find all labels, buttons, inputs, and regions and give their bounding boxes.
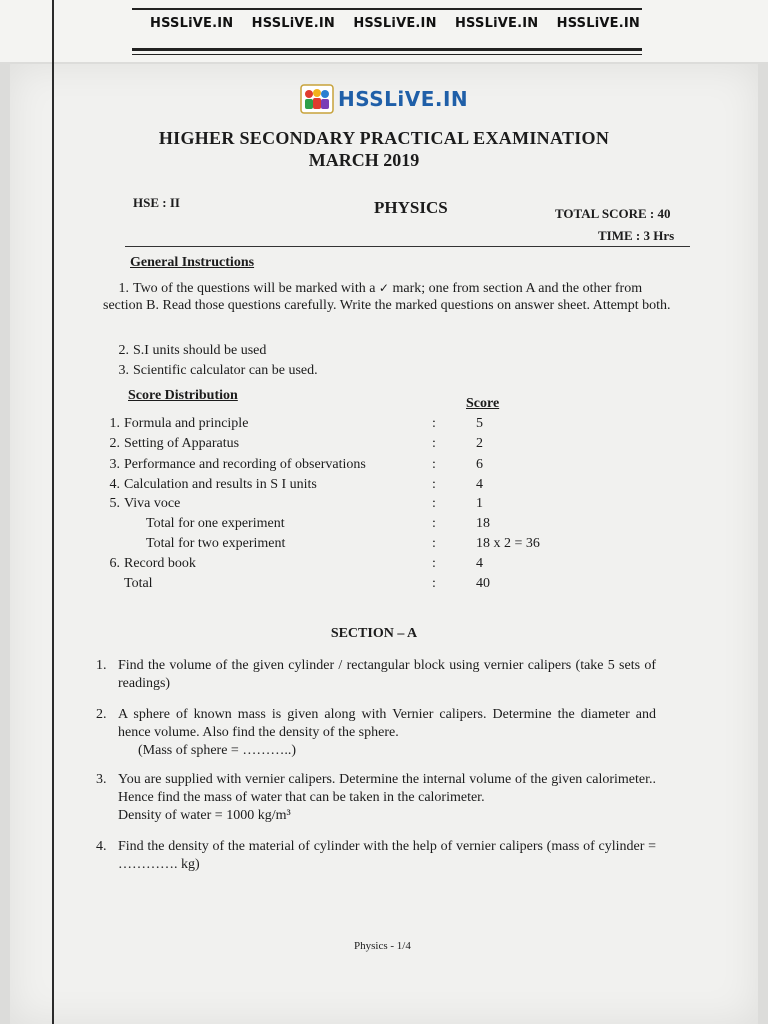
banner-watermark: HSSLiVE.IN (454, 16, 539, 31)
question-number: 1. (96, 658, 107, 673)
score-row-colon: : (432, 416, 436, 431)
score-row-label: Record book (124, 556, 196, 571)
score-row-colon: : (432, 516, 436, 531)
score-row-label: Performance and recording of observations (124, 457, 366, 472)
instruction-number: 3. (118, 363, 129, 378)
banner-watermark: HSSLiVE.IN (150, 16, 234, 31)
score-row-value: 2 (476, 436, 483, 451)
score-row (98, 416, 598, 434)
instruction-text: mark; one from section A and the other from section B. Read those questions carefully. Write the marked questions on answer sheet. Attempt both. (103, 281, 671, 313)
score-row-colon: : (432, 556, 436, 571)
score-row-value: 4 (476, 556, 483, 571)
question-item (96, 838, 656, 874)
score-row-number: 3. (109, 457, 120, 472)
banner-watermark: HSSLiVE.IN (556, 16, 640, 31)
score-row (98, 457, 598, 475)
score-row-colon: : (432, 457, 436, 472)
score-row-colon: : (432, 576, 436, 591)
score-row-label: Viva voce (124, 496, 181, 511)
total-score: TOTAL SCORE : 40 (555, 206, 671, 221)
section-a-heading: SECTION – A (330, 626, 418, 641)
score-distribution-heading: Score Distribution (128, 388, 238, 403)
score-row-value: 18 (476, 516, 490, 531)
question-text: Find the volume of the given cylinder / rectangular block using vernier calipers (take 5 sets of readings) (118, 658, 656, 691)
score-row-number: 1. (109, 416, 120, 431)
banner-watermark-row (150, 16, 640, 31)
question-note: (Mass of sphere = ………..) (138, 743, 296, 758)
class-label: HSE : II (133, 195, 180, 210)
instruction-item (103, 342, 673, 359)
banner-watermark: HSSLiVE.IN (353, 16, 437, 31)
site-logo (300, 84, 468, 114)
score-row-colon: : (432, 477, 436, 492)
general-instructions-heading: General Instructions (130, 255, 255, 270)
instruction-item (103, 280, 673, 314)
score-row-colon: : (432, 536, 436, 551)
question-number: 3. (96, 772, 107, 787)
check-mark-icon: ✓ (378, 281, 389, 295)
score-row-value: 6 (476, 457, 483, 472)
top-banner (0, 0, 768, 62)
question-item (96, 771, 656, 825)
page-footer: Physics - 1/4 (354, 940, 411, 952)
exam-session: MARCH 2019 (308, 150, 420, 170)
exam-title: HIGHER SECONDARY PRACTICAL EXAMINATION (158, 128, 610, 148)
score-row-value: 40 (476, 576, 490, 591)
score-row-value: 4 (476, 477, 483, 492)
score-column-heading: Score (466, 396, 500, 411)
question-item (96, 657, 656, 693)
score-row-number: 2. (109, 436, 120, 451)
score-row (98, 516, 598, 534)
score-row (98, 556, 598, 574)
question-item (96, 706, 656, 760)
question-text: A sphere of known mass is given along with Vernier calipers. Determine the diameter and hence volume. Also find the density of the sphere. (118, 707, 656, 740)
instruction-text: S.I units should be used (133, 343, 267, 358)
banner-rule-bottom-thin (132, 54, 642, 55)
score-row (98, 576, 598, 594)
score-row (98, 477, 598, 495)
score-row-value: 1 (476, 496, 483, 511)
score-row-label: Formula and principle (124, 416, 249, 431)
banner-watermark: HSSLiVE.IN (251, 16, 336, 31)
score-row-number: 4. (109, 477, 120, 492)
score-row-colon: : (432, 496, 436, 511)
header-divider (125, 246, 690, 247)
banner-rule-bottom (132, 48, 642, 51)
score-row-label: Total for two experiment (146, 536, 286, 551)
score-row-value: 5 (476, 416, 483, 431)
logo-text: HSSLiVE.IN (338, 87, 469, 111)
exam-time: TIME : 3 Hrs (598, 228, 675, 243)
instruction-number: 2. (118, 343, 129, 358)
question-number: 4. (96, 839, 107, 854)
score-row-label: Setting of Apparatus (124, 436, 240, 451)
kids-group-icon (300, 84, 334, 114)
score-row-label: Total for one experiment (146, 516, 285, 531)
score-row-number: 6. (109, 556, 120, 571)
subject-title: PHYSICS (374, 198, 448, 217)
score-row-label: Total (124, 576, 153, 591)
question-text: Find the density of the material of cylinder with the help of vernier calipers (mass of cylinder = …………. kg) (118, 839, 656, 872)
question-note: Density of water = 1000 kg/m³ (118, 808, 291, 823)
question-text: You are supplied with vernier calipers. Determine the internal volume of the given calorimeter.. Hence find the mass of water that can be taken in the calorimeter. (118, 772, 656, 805)
score-row (98, 536, 598, 554)
score-row-colon: : (432, 436, 436, 451)
score-row (98, 436, 598, 454)
score-row-value: 18 x 2 = 36 (476, 536, 540, 551)
instruction-text: Scientific calculator can be used. (133, 363, 318, 378)
score-row-label: Calculation and results in S I units (124, 477, 317, 492)
instruction-number: 1. (118, 281, 129, 296)
instruction-item (103, 362, 673, 379)
instruction-text: Two of the questions will be marked with a (133, 281, 376, 296)
banner-rule-top (132, 8, 642, 10)
score-row-number: 5. (109, 496, 120, 511)
score-row (98, 496, 598, 514)
question-number: 2. (96, 707, 107, 722)
